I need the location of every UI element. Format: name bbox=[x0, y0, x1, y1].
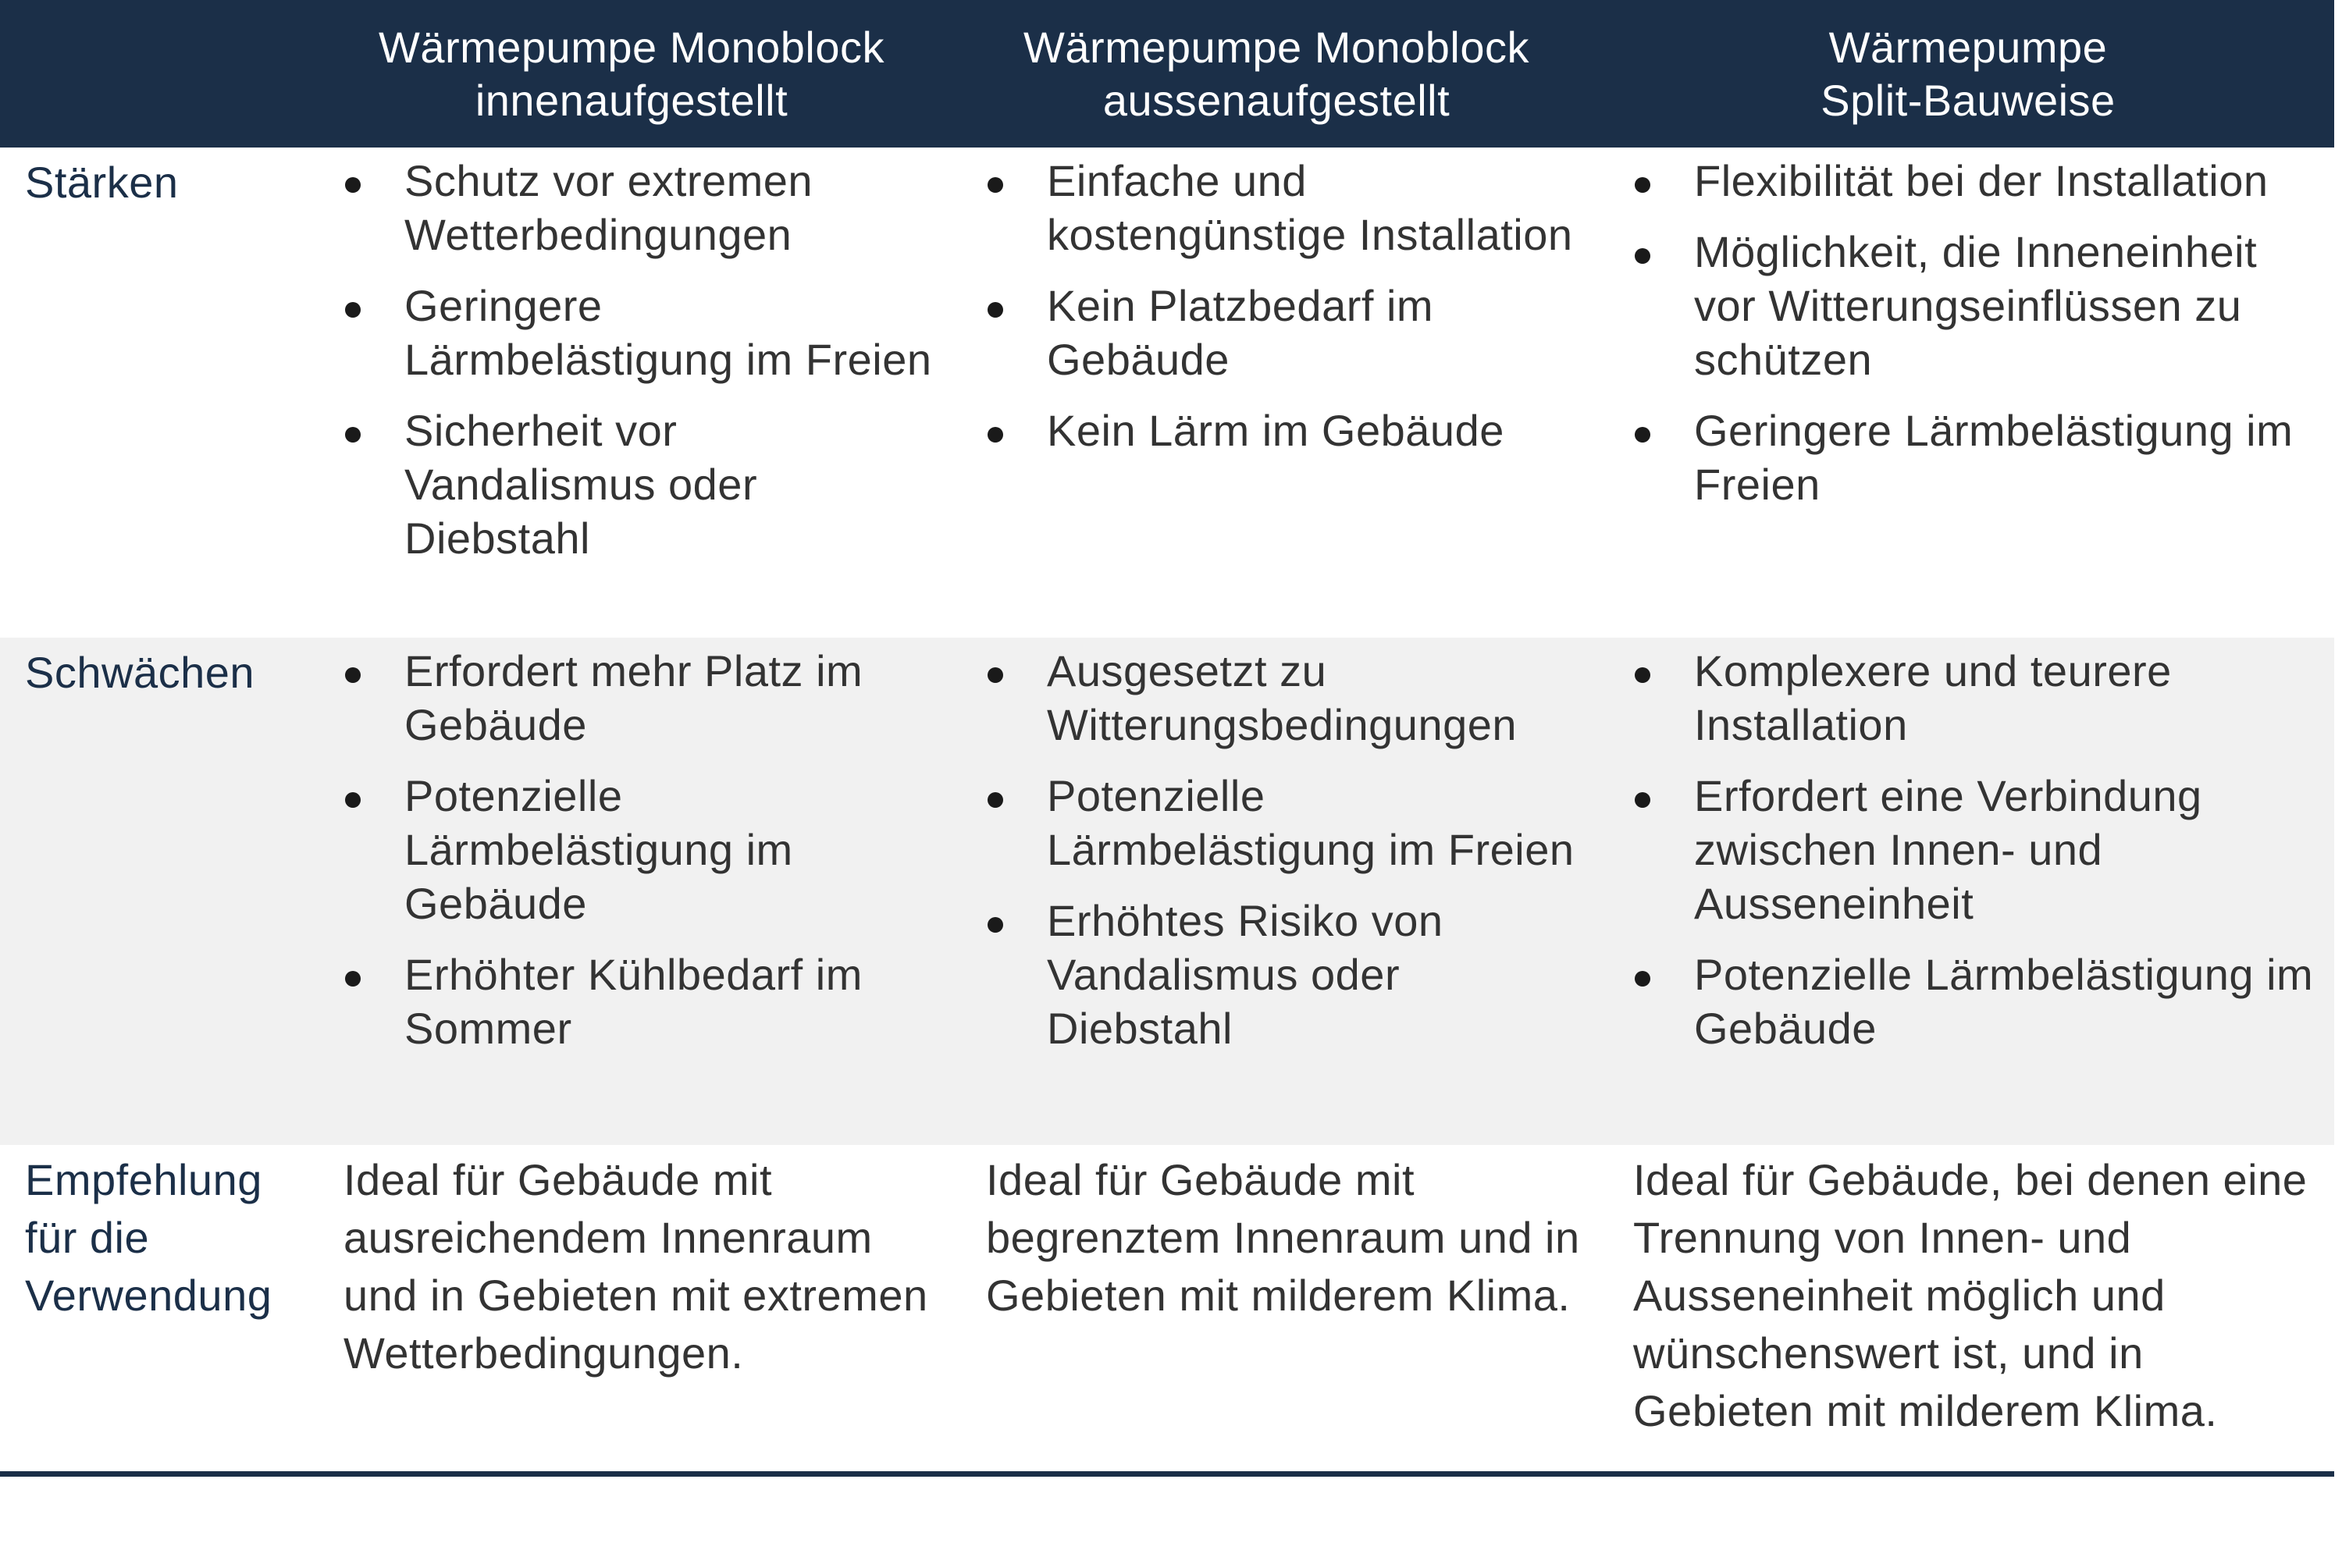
bullet-list bbox=[343, 638, 935, 1055]
list-item: Kein Platzbedarf im Gebäude bbox=[986, 279, 1586, 386]
bullet-icon bbox=[345, 177, 361, 193]
list-item: Schutz vor extremen Wetterbedingungen bbox=[343, 154, 935, 261]
bullet-list bbox=[1633, 148, 2319, 511]
empfehlung-split: Ideal für Gebäude, bei denen eine Trennung von Innen- und Ausseneinheit möglich und wünschenswert ist, und in Gebieten mit milderem Klima. bbox=[1633, 1155, 2308, 1435]
schwaechen-monoblock-innen bbox=[312, 638, 951, 1145]
row-label-schwaechen: Schwächen bbox=[25, 648, 255, 697]
header-monoblock-innen: Wärmepumpe Monoblock innenaufgestellt bbox=[378, 22, 885, 125]
bullet-list bbox=[1633, 638, 2319, 1055]
list-item: Komplexere und teurere Installation bbox=[1633, 644, 2319, 752]
row-label-empfehlung: Empfehlung für die Verwendung bbox=[25, 1155, 272, 1320]
list-item: Kein Lärm im Gebäude bbox=[986, 404, 1586, 457]
bullet-icon bbox=[1635, 667, 1650, 683]
list-item: Potenzielle Lärmbelästigung im Gebäude bbox=[343, 769, 935, 930]
bullet-icon bbox=[988, 177, 1003, 193]
bullet-icon bbox=[345, 302, 361, 318]
bullet-icon bbox=[988, 302, 1003, 318]
list-item: Erhöhtes Risiko von Vandalismus oder Diebstahl bbox=[986, 894, 1586, 1055]
bullet-list bbox=[986, 148, 1586, 457]
bullet-icon bbox=[1635, 427, 1650, 443]
list-item: Erfordert mehr Platz im Gebäude bbox=[343, 644, 935, 752]
table-header-row bbox=[0, 0, 2334, 148]
list-item: Erfordert eine Verbindung zwischen Innen- und Ausseneinheit bbox=[1633, 769, 2319, 930]
bullet-icon bbox=[345, 667, 361, 683]
list-item: Potenzielle Lärmbelästigung im Freien bbox=[986, 769, 1586, 876]
bullet-list bbox=[343, 148, 935, 565]
row-staerken bbox=[0, 148, 2334, 638]
row-schwaechen bbox=[0, 638, 2334, 1145]
row-label-staerken: Stärken bbox=[25, 158, 179, 207]
list-item: Flexibilität bei der Installation bbox=[1633, 154, 2319, 208]
bullet-list bbox=[986, 638, 1586, 1055]
empfehlung-monoblock-aussen: Ideal für Gebäude mit begrenztem Innenraum und in Gebieten mit milderem Klima. bbox=[986, 1155, 1580, 1320]
header-empty-cell bbox=[0, 0, 312, 148]
list-item: Ausgesetzt zu Witterungsbedingungen bbox=[986, 644, 1586, 752]
bullet-icon bbox=[1635, 177, 1650, 193]
staerken-monoblock-aussen bbox=[951, 148, 1602, 638]
list-item: Potenzielle Lärmbelästigung im Gebäude bbox=[1633, 948, 2319, 1055]
list-item: Geringere Lärmbelästigung im Freien bbox=[343, 279, 935, 386]
staerken-split bbox=[1602, 148, 2334, 638]
bullet-icon bbox=[1635, 248, 1650, 264]
list-item: Geringere Lärmbelästigung im Freien bbox=[1633, 404, 2319, 511]
bullet-icon bbox=[345, 427, 361, 443]
staerken-monoblock-innen bbox=[312, 148, 951, 638]
list-item: Möglichkeit, die Inneneinheit vor Witterungseinflüssen zu schützen bbox=[1633, 225, 2319, 386]
bullet-icon bbox=[988, 792, 1003, 808]
bullet-icon bbox=[988, 917, 1003, 933]
empfehlung-monoblock-innen: Ideal für Gebäude mit ausreichendem Innenraum und in Gebieten mit extremen Wetterbedingungen. bbox=[343, 1155, 928, 1378]
list-item: Erhöhter Kühlbedarf im Sommer bbox=[343, 948, 935, 1055]
row-empfehlung bbox=[0, 1145, 2334, 1470]
bullet-icon bbox=[345, 792, 361, 808]
bullet-icon bbox=[1635, 792, 1650, 808]
list-item: Sicherheit vor Vandalismus oder Diebstahl bbox=[343, 404, 935, 565]
bullet-icon bbox=[345, 971, 361, 987]
header-split: Wärmepumpe Split-Bauweise bbox=[1821, 22, 2116, 125]
bullet-icon bbox=[988, 667, 1003, 683]
list-item: Einfache und kostengünstige Installation bbox=[986, 154, 1586, 261]
bullet-icon bbox=[1635, 971, 1650, 987]
header-monoblock-aussen: Wärmepumpe Monoblock aussenaufgestellt bbox=[1023, 22, 1530, 125]
table-bottom-rule bbox=[0, 1471, 2334, 1477]
bullet-icon bbox=[988, 427, 1003, 443]
schwaechen-monoblock-aussen bbox=[951, 638, 1602, 1145]
schwaechen-split bbox=[1602, 638, 2334, 1145]
